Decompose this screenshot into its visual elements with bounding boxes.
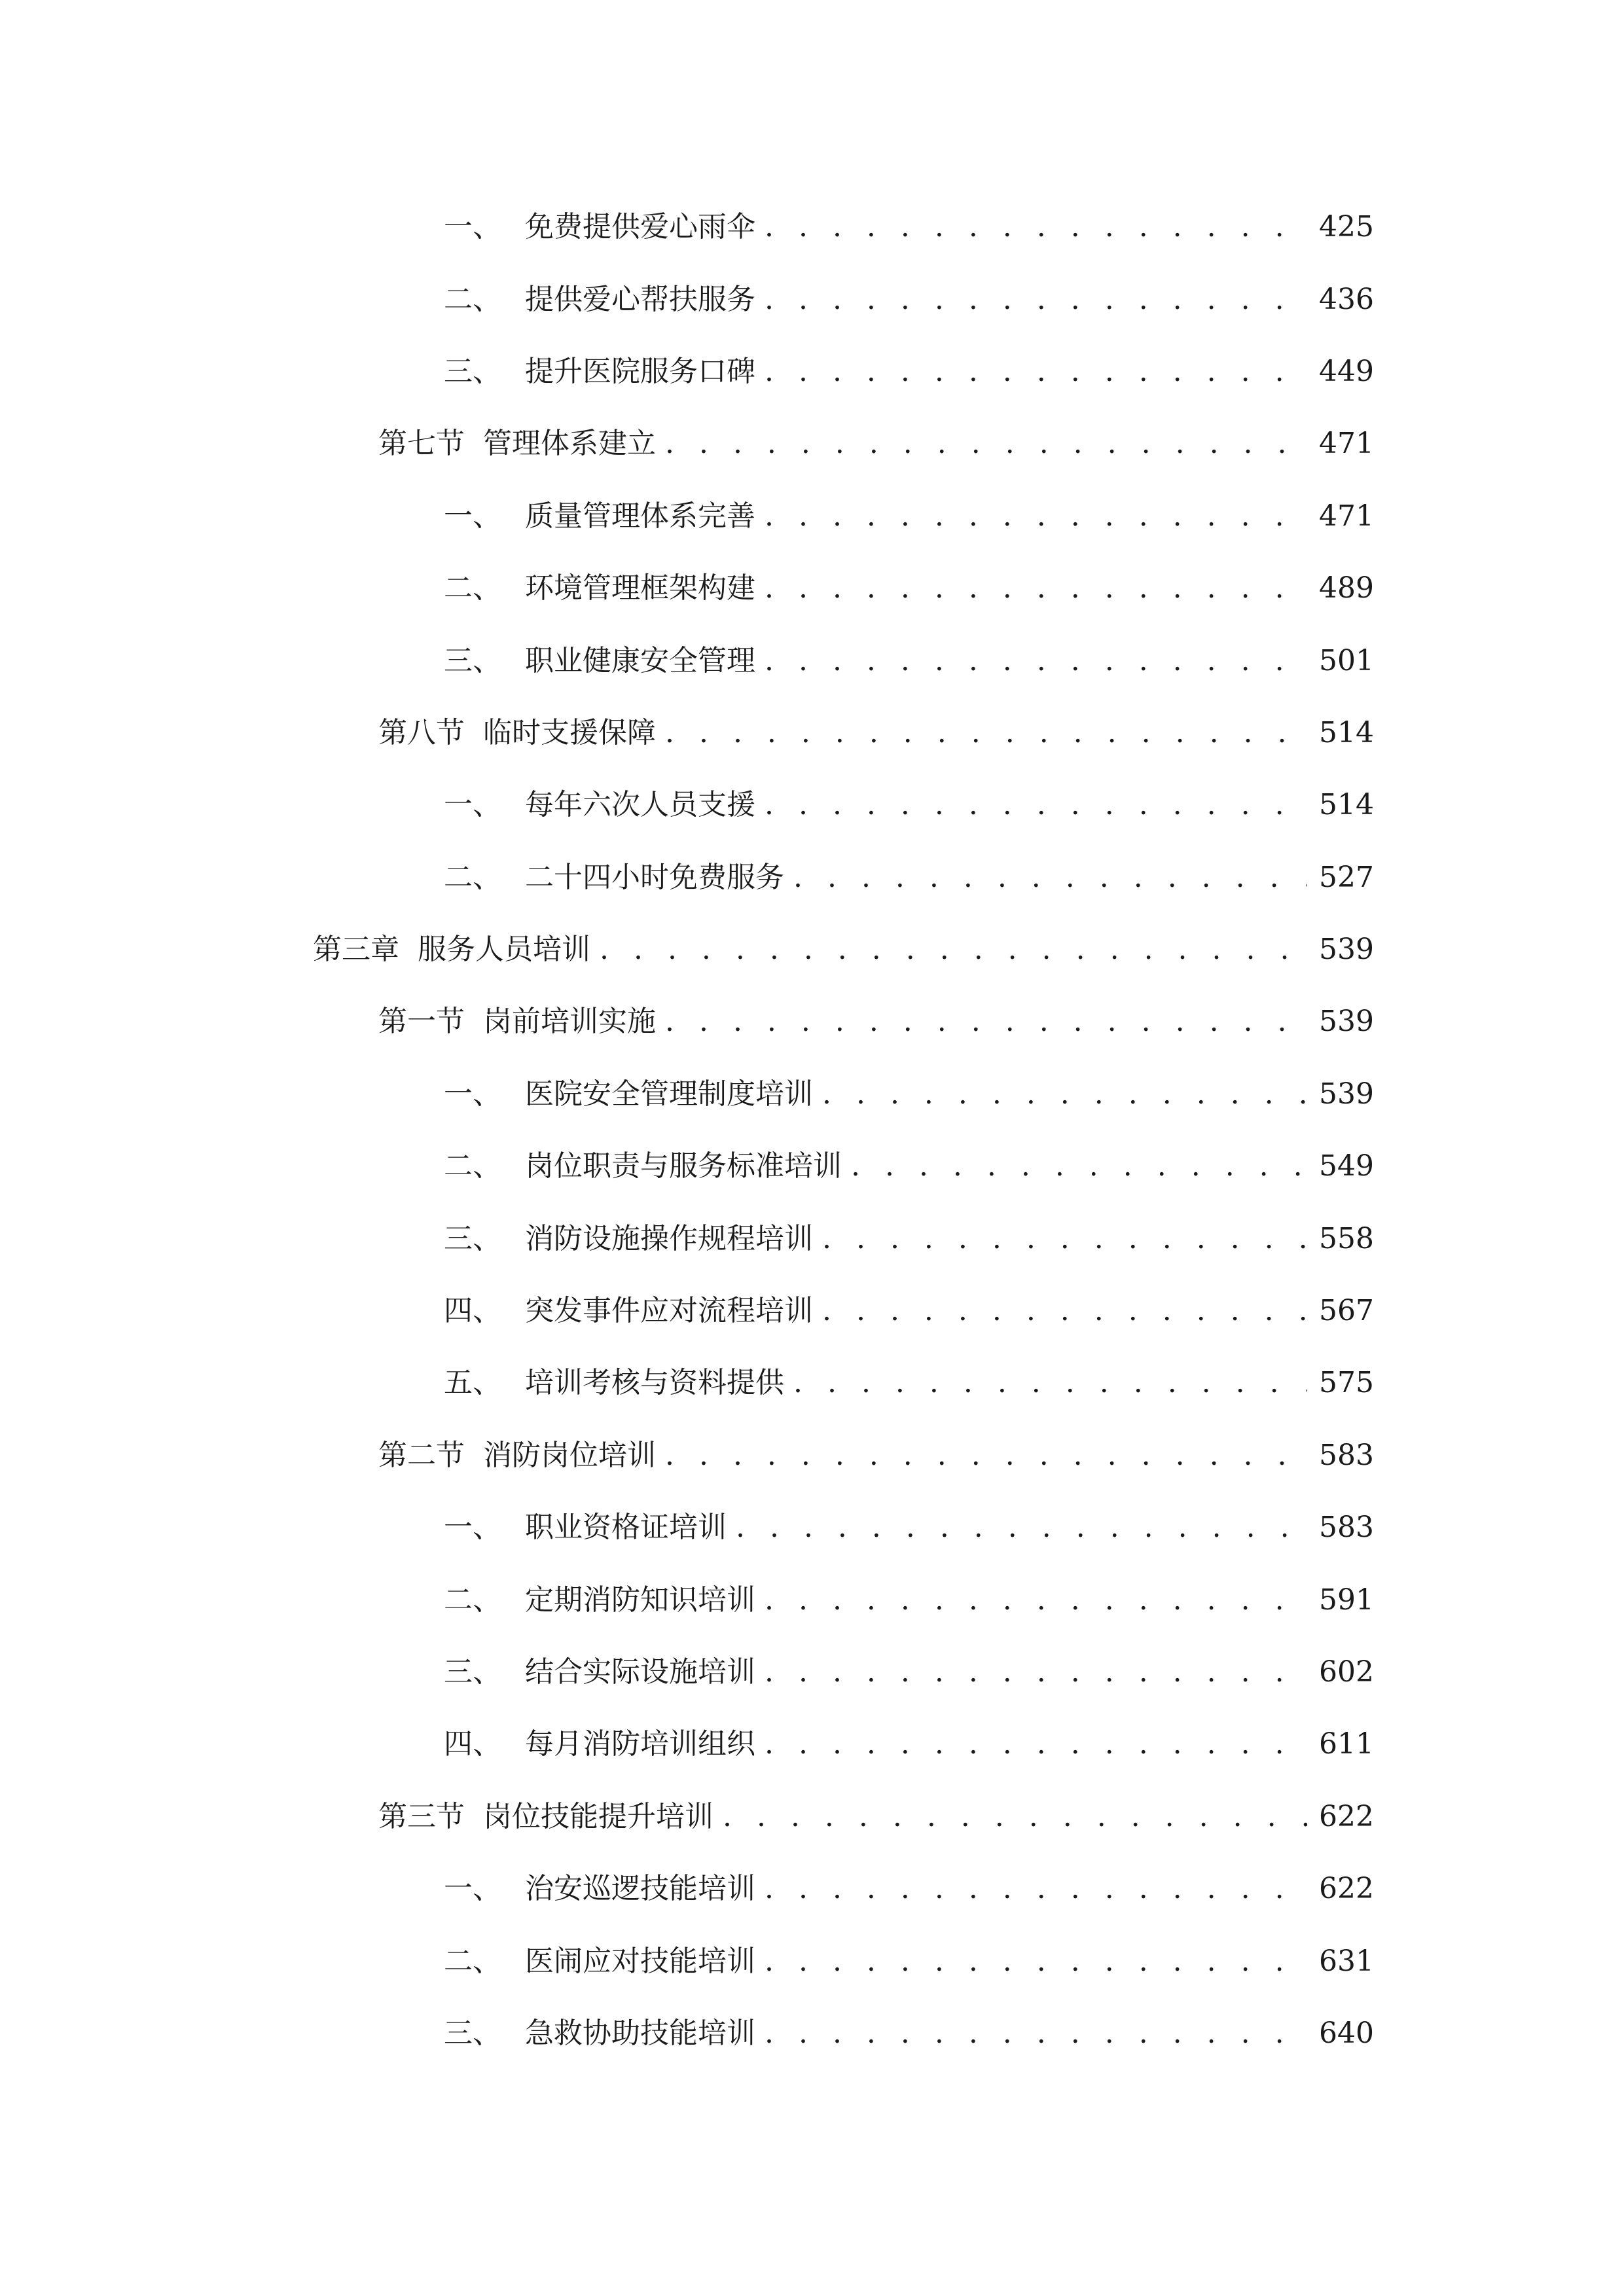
dot-leader [665, 1441, 1307, 1470]
toc-entry-page-number: 425 [1319, 210, 1374, 244]
toc-entry-title: 岗前培训实施 [483, 1005, 656, 1039]
toc-entry-title: 二十四小时免费服务 [525, 860, 784, 894]
dot-leader [765, 357, 1307, 386]
toc-entry[interactable] [0, 1998, 1624, 2070]
table-of-contents [0, 191, 1624, 2070]
dot-leader [765, 791, 1307, 819]
toc-entry-title: 服务人员培训 [418, 933, 590, 967]
toc-entry-number: 三、 [444, 2016, 501, 2050]
toc-entry-page-number: 539 [1319, 1005, 1374, 1039]
toc-entry[interactable] [0, 769, 1624, 841]
dot-leader [765, 1658, 1307, 1687]
toc-entry[interactable] [0, 480, 1624, 552]
toc-entry[interactable] [0, 1202, 1624, 1274]
toc-entry-title: 医闹应对技能培训 [525, 1944, 755, 1978]
toc-entry[interactable] [0, 1275, 1624, 1347]
toc-entry-number: 第七节 [378, 427, 465, 461]
toc-entry-number: 一、 [444, 210, 501, 244]
toc-entry-title: 消防岗位培训 [483, 1438, 656, 1472]
toc-entry[interactable] [0, 986, 1624, 1058]
toc-entry-title: 结合实际设施培训 [525, 1655, 755, 1689]
toc-entry-title: 质量管理体系完善 [525, 499, 755, 533]
toc-entry-title: 每年六次人员支援 [525, 788, 755, 822]
toc-entry-page-number: 501 [1319, 643, 1374, 677]
toc-entry-title: 职业健康安全管理 [525, 643, 755, 677]
toc-entry-number: 第二节 [378, 1438, 465, 1472]
toc-entry[interactable] [0, 624, 1624, 696]
toc-entry[interactable] [0, 1781, 1624, 1853]
toc-entry-title: 治安巡逻技能培训 [525, 1872, 755, 1906]
dot-leader [665, 1007, 1307, 1036]
toc-entry-page-number: 539 [1319, 933, 1374, 967]
toc-entry[interactable] [0, 1925, 1624, 1997]
toc-entry-page-number: 471 [1319, 427, 1374, 461]
toc-entry-page-number: 602 [1319, 1655, 1374, 1689]
dot-leader [765, 1947, 1307, 1976]
toc-entry-title: 岗位职责与服务标准培训 [525, 1149, 842, 1183]
toc-entry-number: 第八节 [378, 715, 465, 749]
toc-entry[interactable] [0, 1492, 1624, 1564]
toc-entry-page-number: 631 [1319, 1944, 1374, 1978]
toc-entry-page-number: 558 [1319, 1221, 1374, 1255]
toc-entry-title: 定期消防知识培训 [525, 1583, 755, 1617]
toc-entry-page-number: 514 [1319, 715, 1374, 749]
toc-entry-page-number: 471 [1319, 499, 1374, 533]
toc-entry[interactable] [0, 1853, 1624, 1925]
toc-entry-page-number: 489 [1319, 571, 1374, 605]
toc-entry-number: 一、 [444, 1872, 501, 1906]
toc-entry-number: 三、 [444, 1655, 501, 1689]
toc-entry-number: 四、 [444, 1727, 501, 1761]
toc-entry-title: 临时支援保障 [483, 715, 656, 749]
toc-entry[interactable] [0, 191, 1624, 263]
toc-entry-title: 环境管理框架构建 [525, 571, 755, 605]
dot-leader [851, 1152, 1307, 1181]
toc-entry-title: 医院安全管理制度培训 [525, 1077, 813, 1111]
toc-entry-number: 二、 [444, 1583, 501, 1617]
toc-entry-page-number: 583 [1319, 1511, 1374, 1545]
dot-leader [765, 285, 1307, 314]
toc-entry-title: 急救协助技能培训 [525, 2016, 755, 2050]
toc-entry-title: 管理体系建立 [483, 427, 656, 461]
toc-entry-number: 三、 [444, 643, 501, 677]
toc-entry[interactable] [0, 1708, 1624, 1780]
toc-entry[interactable] [0, 1636, 1624, 1708]
toc-entry-title: 每月消防培训组织 [525, 1727, 755, 1761]
toc-entry[interactable] [0, 263, 1624, 335]
dot-leader [765, 1586, 1307, 1615]
toc-entry[interactable] [0, 552, 1624, 624]
toc-entry-page-number: 640 [1319, 2016, 1374, 2050]
dot-leader [665, 719, 1307, 747]
toc-entry-number: 第三节 [378, 1799, 465, 1833]
toc-entry-number: 第三章 [313, 933, 399, 967]
toc-entry-number: 四、 [444, 1294, 501, 1328]
toc-entry-number: 二、 [444, 1149, 501, 1183]
toc-entry-title: 岗位技能提升培训 [483, 1799, 713, 1833]
toc-entry-number: 一、 [444, 788, 501, 822]
dot-leader [793, 863, 1307, 892]
toc-entry-page-number: 549 [1319, 1149, 1374, 1183]
dot-leader [765, 2019, 1307, 2048]
toc-entry-page-number: 449 [1319, 354, 1374, 388]
dot-leader [765, 1730, 1307, 1759]
dot-leader [822, 1297, 1307, 1325]
toc-entry-page-number: 622 [1319, 1872, 1374, 1906]
toc-entry-number: 五、 [444, 1366, 501, 1400]
dot-leader [600, 935, 1307, 964]
toc-entry-title: 突发事件应对流程培训 [525, 1294, 813, 1328]
toc-entry-title: 提供爱心帮扶服务 [525, 282, 755, 316]
toc-entry-number: 三、 [444, 1221, 501, 1255]
toc-entry-title: 提升医院服务口碑 [525, 354, 755, 388]
toc-entry-page-number: 611 [1319, 1727, 1374, 1761]
dot-leader [822, 1225, 1307, 1253]
toc-entry-title: 消防设施操作规程培训 [525, 1221, 813, 1255]
toc-entry-number: 二、 [444, 282, 501, 316]
toc-entry-page-number: 575 [1319, 1366, 1374, 1400]
toc-entry[interactable] [0, 1420, 1624, 1492]
dot-leader [765, 502, 1307, 531]
dot-leader [723, 1803, 1307, 1831]
toc-entry-page-number: 567 [1319, 1294, 1374, 1328]
toc-entry[interactable] [0, 914, 1624, 986]
toc-entry[interactable] [0, 1564, 1624, 1636]
dot-leader [765, 647, 1307, 675]
toc-entry-number: 一、 [444, 499, 501, 533]
toc-entry-page-number: 583 [1319, 1438, 1374, 1472]
toc-entry[interactable] [0, 336, 1624, 408]
toc-entry-number: 二、 [444, 1944, 501, 1978]
dot-leader [665, 429, 1307, 458]
toc-entry-page-number: 527 [1319, 860, 1374, 894]
toc-entry-page-number: 591 [1319, 1583, 1374, 1617]
dot-leader [822, 1080, 1307, 1109]
toc-entry-number: 第一节 [378, 1005, 465, 1039]
toc-entry[interactable] [0, 1130, 1624, 1202]
dot-leader [765, 1874, 1307, 1903]
toc-entry[interactable] [0, 1347, 1624, 1419]
toc-entry[interactable] [0, 408, 1624, 480]
dot-leader [736, 1513, 1307, 1542]
toc-entry-number: 二、 [444, 860, 501, 894]
toc-entry-title: 培训考核与资料提供 [525, 1366, 784, 1400]
toc-entry[interactable] [0, 697, 1624, 769]
toc-entry[interactable] [0, 1058, 1624, 1130]
toc-entry-number: 一、 [444, 1077, 501, 1111]
dot-leader [765, 574, 1307, 603]
toc-entry-page-number: 622 [1319, 1799, 1374, 1833]
toc-entry-number: 二、 [444, 571, 501, 605]
toc-entry-page-number: 436 [1319, 282, 1374, 316]
toc-entry[interactable] [0, 842, 1624, 914]
toc-entry-number: 一、 [444, 1511, 501, 1545]
toc-entry-title: 职业资格证培训 [525, 1511, 727, 1545]
toc-entry-page-number: 539 [1319, 1077, 1374, 1111]
toc-entry-number: 三、 [444, 354, 501, 388]
dot-leader [793, 1369, 1307, 1397]
toc-entry-page-number: 514 [1319, 788, 1374, 822]
toc-entry-title: 免费提供爱心雨伞 [525, 210, 755, 244]
dot-leader [765, 213, 1307, 242]
